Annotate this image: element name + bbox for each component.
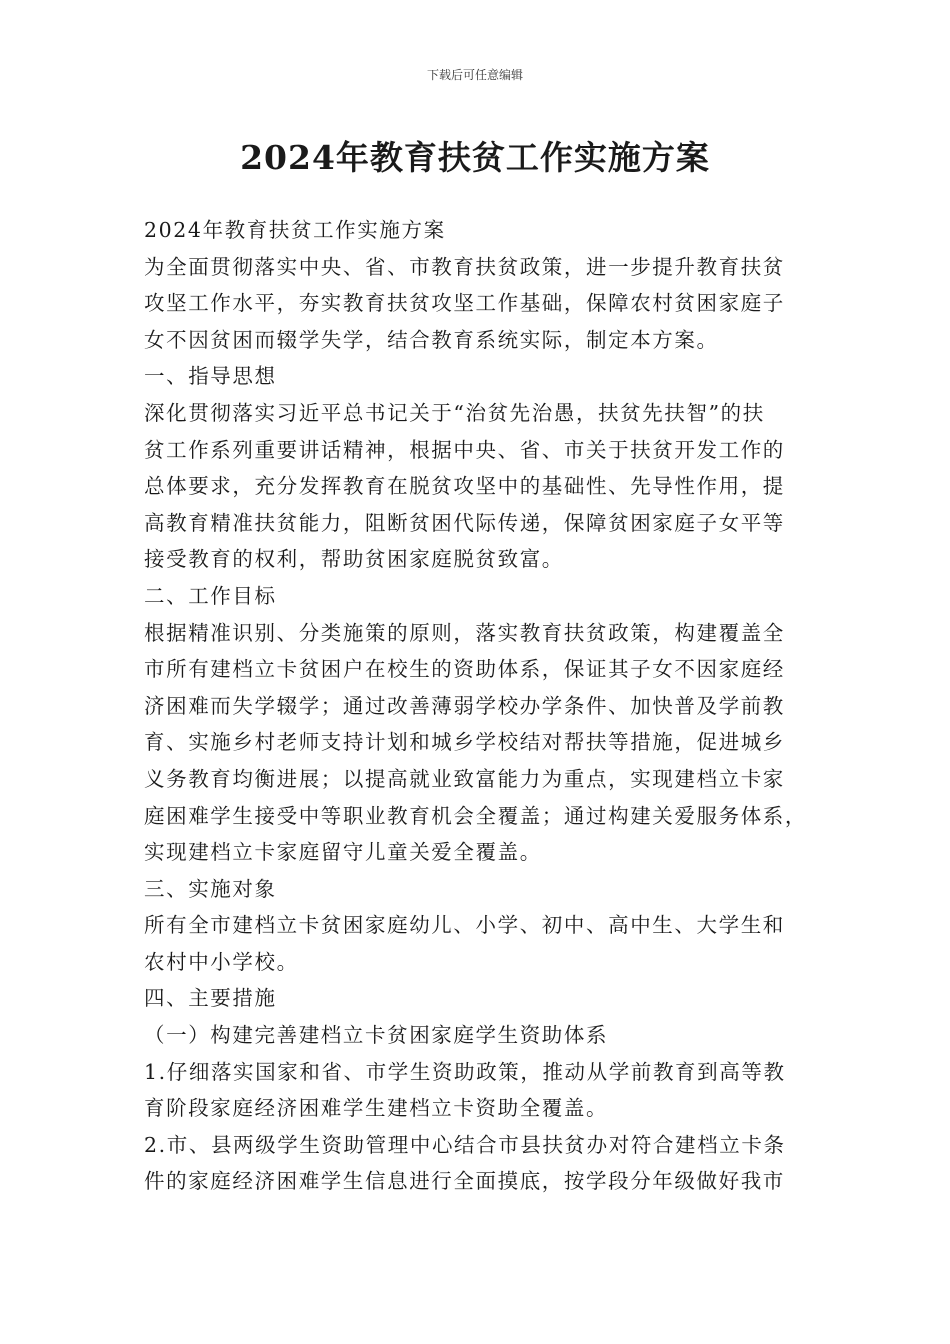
document-body (144, 212, 816, 1200)
body-line: 深化贯彻落实习近平总书记关于“治贫先治愚，扶贫先扶智”的扶 (144, 400, 765, 425)
body-line: 育、实施乡村老师支持计划和城乡学校结对帮扶等措施，促进城乡 (144, 730, 785, 755)
body-line: 育阶段家庭经济困难学生建档立卡资助全覆盖。 (144, 1096, 609, 1121)
body-line: 贫工作系列重要讲话精神，根据中央、省、市关于扶贫开发工作的 (144, 437, 785, 462)
section-heading: 二、工作目标 (144, 583, 277, 608)
body-line: 2024年教育扶贫工作实施方案 (144, 218, 446, 242)
body-line: 所有全市建档立卡贫困家庭幼儿、小学、初中、高中生、大学生和 (144, 913, 785, 938)
header-note: 下载后可任意编辑 (426, 68, 523, 82)
body-line: 件的家庭经济困难学生信息进行全面摸底，按学段分年级做好我市 (144, 1169, 785, 1194)
body-line: 高教育精准扶贫能力，阻断贫困代际传递，保障贫困家庭子女平等 (144, 510, 785, 535)
section-heading: 一、指导思想 (144, 364, 277, 389)
body-line: 接受教育的权利，帮助贫困家庭脱贫致富。 (144, 547, 564, 572)
body-line: 为全面贯彻落实中央、省、市教育扶贫政策，进一步提升教育扶贫 (144, 254, 785, 279)
section-heading: 三、实施对象 (144, 876, 277, 901)
body-line: 总体要求，充分发挥教育在脱贫攻坚中的基础性、先导性作用，提 (144, 474, 785, 499)
body-line: 根据精准识别、分类施策的原则，落实教育扶贫政策，构建覆盖全 (144, 620, 785, 645)
section-heading: 四、主要措施 (144, 986, 277, 1011)
body-line: 2.市、县两级学生资助管理中心结合市县扶贫办对符合建档立卡条 (144, 1132, 786, 1157)
body-line: 济困难而失学辍学；通过改善薄弱学校办学条件、加快普及学前教 (144, 693, 785, 718)
body-line: 女不因贫困而辍学失学，结合教育系统实际，制定本方案。 (144, 327, 719, 352)
body-line: 义务教育均衡进展；以提高就业致富能力为重点，实现建档立卡家 (144, 766, 785, 791)
body-line: 市所有建档立卡贫困户在校生的资助体系，保证其子女不因家庭经 (144, 657, 785, 682)
subsection-heading: （一）构建完善建档立卡贫困家庭学生资助体系 (144, 1023, 609, 1048)
body-line: 实现建档立卡家庭留守儿童关爱全覆盖。 (144, 840, 542, 865)
body-line: 农村中小学校。 (144, 949, 299, 974)
body-line: 攻坚工作水平，夯实教育扶贫攻坚工作基础，保障农村贫困家庭子 (144, 291, 785, 316)
document-title: 2024年教育扶贫工作实施方案 (240, 138, 710, 177)
body-line: 庭困难学生接受中等职业教育机会全覆盖；通过构建关爱服务体系， (144, 803, 807, 828)
body-line: 1.仔细落实国家和省、市学生资助政策，推动从学前教育到高等教 (144, 1059, 786, 1084)
